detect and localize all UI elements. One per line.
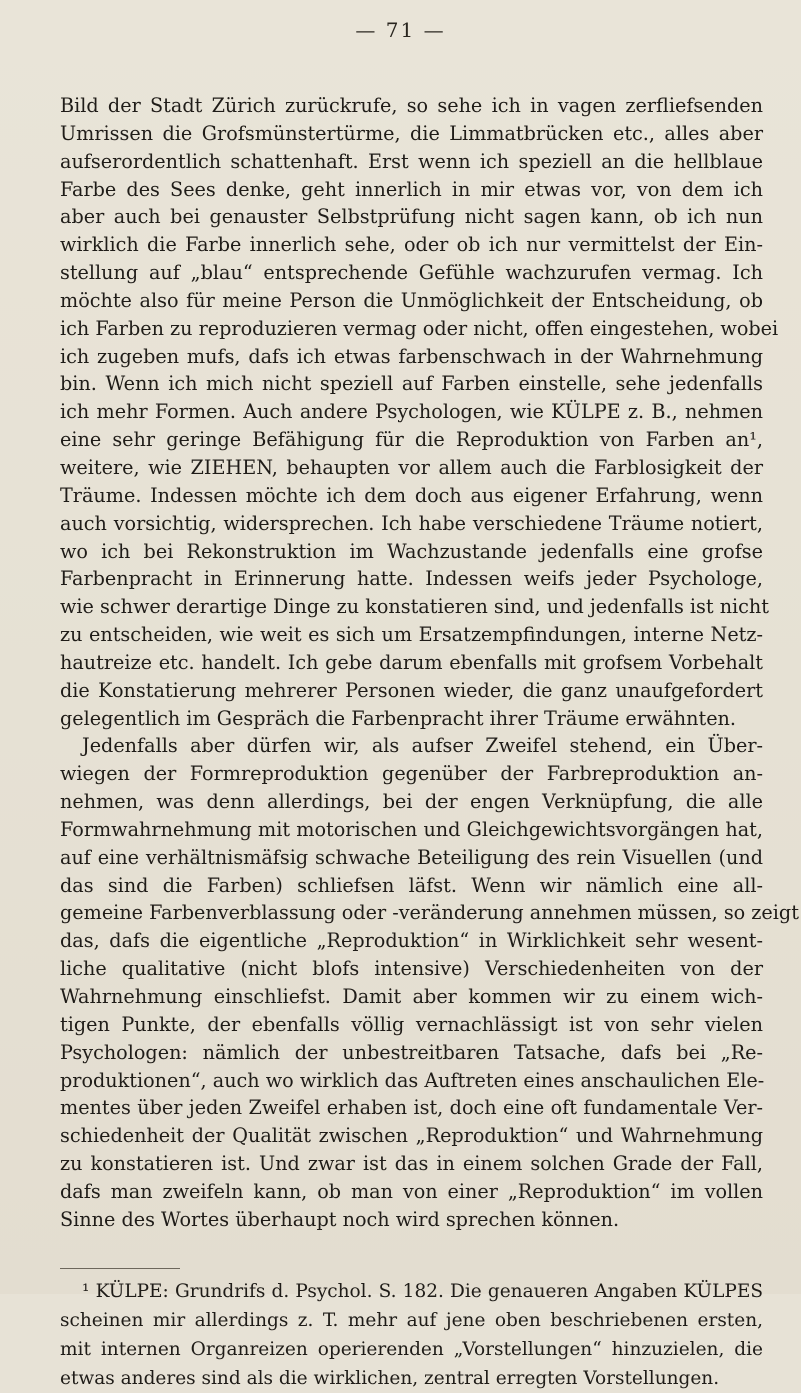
text-line: wiegen der Formreproduktion gegenüber der Farbreproduktion an- xyxy=(60,762,763,786)
text-line: gelegentlich im Gespräch die Farbenpracht ihrer Träume erwähnten. xyxy=(60,706,737,730)
text-line: wie schwer derartige Dinge zu konstatieren sind, und jedenfalls ist nicht xyxy=(60,595,770,619)
main-text xyxy=(60,92,799,1234)
text-line: Farbe des Sees denke, geht innerlich in mir etwas vor, von dem ich xyxy=(60,177,763,201)
text-line: ich Farben zu reproduzieren vermag oder nicht, offen eingestehen, wobei xyxy=(60,316,779,340)
text-line: auch vorsichtig, widersprechen. Ich habe verschiedene Träume notiert, xyxy=(60,511,763,535)
text-line: stellung auf „blau“ entsprechende Gefühle wachzurufen vermag. Ich xyxy=(60,261,763,285)
page-number: — 71 — xyxy=(355,18,446,42)
text-line: eine sehr geringe Befähigung für die Reproduktion von Farben an¹, xyxy=(60,428,763,452)
text-line: das, dafs die eigentliche „Reproduktion“ in Wirklichkeit sehr wesent- xyxy=(60,929,763,953)
text-line: Psychologen: nämlich der unbestreitbaren Tatsache, dafs bei „Re- xyxy=(60,1040,763,1064)
text-line: produktionen“, auch wo wirklich das Auftreten eines anschaulichen Ele- xyxy=(60,1068,765,1092)
text-line: aber auch bei genauster Selbstprüfung nicht sagen kann, ob ich nun xyxy=(60,205,763,229)
text-line: möchte also für meine Person die Unmöglichkeit der Entscheidung, ob xyxy=(60,288,763,312)
text-line: das sind die Farben) schliefsen läfst. Wenn wir nämlich eine all- xyxy=(60,873,763,897)
text-line: dafs man zweifeln kann, ob man von einer „Reproduktion“ im vollen xyxy=(60,1179,763,1203)
text-line: Bild der Stadt Zürich zurückrufe, so sehe ich in vagen zerfliefsenden xyxy=(60,94,763,117)
text-line: Sinne des Wortes überhaupt noch wird sprechen können. xyxy=(60,1207,620,1231)
footnote-line: mit internen Organreizen operierenden „Vorstellungen“ hinzuzielen, die xyxy=(60,1338,763,1360)
text-line: liche qualitative (nicht blofs intensive) Verschiedenheiten von der xyxy=(60,957,763,981)
text-line: ich mehr Formen. Auch andere Psychologen, wie KÜLPE z. B., nehmen xyxy=(60,400,763,424)
text-line: Umrissen die Grofsmünstertürme, die Limmatbrücken etc., alles aber xyxy=(60,121,763,145)
text-line: ich zugeben mufs, dafs ich etwas farbenschwach in der Wahrnehmung xyxy=(60,344,763,368)
footnote-divider xyxy=(60,1268,180,1269)
text-line: Jedenfalls aber dürfen wir, als aufser Zweifel stehend, ein Über- xyxy=(82,734,763,758)
footnote-line: scheinen mir allerdings z. T. mehr auf jene oben beschriebenen ersten, xyxy=(60,1309,763,1331)
text-line: aufserordentlich schattenhaft. Erst wenn ich speziell an die hellblaue xyxy=(60,149,763,173)
text-line: Formwahrnehmung mit motorischen und Gleichgewichtsvorgängen hat, xyxy=(60,817,763,841)
text-line: schiedenheit der Qualität zwischen „Reproduktion“ und Wahrnehmung xyxy=(60,1124,763,1148)
footnote-line: etwas anderes sind als die wirklichen, zentral erregten Vorstellungen. xyxy=(60,1367,720,1389)
text-line: Wahrnehmung einschliefst. Damit aber kommen wir zu einem wich- xyxy=(60,985,763,1008)
text-line: tigen Punkte, der ebenfalls völlig vernachlässigt ist von sehr vielen xyxy=(60,1012,763,1036)
text-line: auf eine verhältnismäfsig schwache Beteiligung des rein Visuellen (und xyxy=(60,845,763,869)
footnote-line: ¹ KÜLPE: Grundrifs d. Psychol. S. 182. Die genaueren Angaben KÜLPES xyxy=(82,1280,763,1302)
text-line: wo ich bei Rekonstruktion im Wachzustande jedenfalls eine grofse xyxy=(60,539,763,563)
text-line: die Konstatierung mehrerer Personen wieder, die ganz unaufgefordert xyxy=(60,678,763,702)
text-line: zu konstatieren ist. Und zwar ist das in einem solchen Grade der Fall, xyxy=(60,1152,763,1176)
text-line: nehmen, was denn allerdings, bei der engen Verknüpfung, die alle xyxy=(60,790,763,814)
text-line: hautreize etc. handelt. Ich gebe darum ebenfalls mit grofsem Vorbehalt xyxy=(60,650,763,674)
text-line: weitere, wie ZIEHEN, behaupten vor allem auch die Farblosigkeit der xyxy=(60,455,763,479)
text-line: gemeine Farbenverblassung oder -veränderung annehmen müssen, so zeigt xyxy=(60,901,799,925)
text-line: bin. Wenn ich mich nicht speziell auf Farben einstelle, sehe jedenfalls xyxy=(60,372,763,396)
text-line: wirklich die Farbe innerlich sehe, oder ob ich nur vermittelst der Ein- xyxy=(60,233,763,257)
text-line: zu entscheiden, wie weit es sich um Ersatzempfindungen, interne Netz- xyxy=(60,623,763,647)
footnote xyxy=(60,1277,763,1393)
text-line: Farbenpracht in Erinnerung hatte. Indessen weifs jeder Psychologe, xyxy=(60,567,763,591)
text-line: Träume. Indessen möchte ich dem doch aus eigener Erfahrung, wenn xyxy=(60,483,763,507)
text-line: mentes über jeden Zweifel erhaben ist, doch eine oft fundamentale Ver- xyxy=(60,1096,763,1120)
